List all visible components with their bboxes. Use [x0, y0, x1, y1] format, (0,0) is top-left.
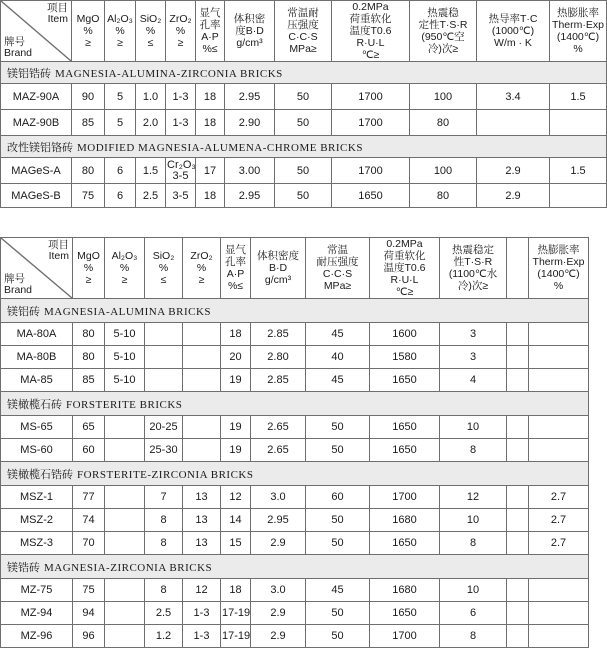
cell: 2.90 — [225, 110, 275, 136]
cell: 18 — [196, 110, 225, 136]
cell: 60 — [73, 439, 105, 462]
cell: 17-19 — [221, 602, 251, 625]
col-header-crushing-strength: 常温 耐压强度 C·C·S MPa≥ — [306, 238, 370, 299]
cell: 5-10 — [105, 369, 145, 392]
corner-header — [1, 238, 73, 299]
cell: Cr₂O₃ 3-5 — [167, 158, 196, 182]
cell: 1-3 — [183, 625, 221, 648]
cell-brand: MS-60 — [1, 439, 73, 462]
cell: 5 — [105, 110, 136, 136]
cell: 1700 — [332, 158, 410, 184]
cell: 13 — [183, 532, 221, 555]
cell: 5-10 — [105, 346, 145, 369]
table-row — [1, 439, 589, 462]
cell: 1650 — [370, 532, 440, 555]
cell: 13 — [183, 509, 221, 532]
col-header-thermal-shock: 热震稳定 性T·S·R (1100℃水 冷)次≥ — [440, 238, 507, 299]
cell — [507, 532, 529, 555]
cell: 1650 — [370, 416, 440, 439]
cell: 18 — [196, 84, 225, 110]
cell: 1650 — [370, 439, 440, 462]
cell: 50 — [306, 602, 370, 625]
cell: 45 — [306, 369, 370, 392]
section-title-en: MAGNESIA-ZIRCONIA BRICKS — [44, 561, 213, 574]
cell: 4 — [440, 369, 507, 392]
header-row — [1, 1, 607, 62]
cell: 2.65 — [251, 416, 306, 439]
cell: 2.7 — [529, 532, 589, 555]
col-header-zro2: ZrO₂ % ≥ — [183, 238, 221, 299]
cell: 1580 — [370, 346, 440, 369]
col-header-refractoriness-under-load: 0.2MPa 荷重软化 温度T0.6 R·U·L ℃≥ — [332, 1, 410, 62]
cell: 2.7 — [529, 509, 589, 532]
cell: 45 — [306, 323, 370, 346]
cell: 2.5 — [145, 602, 183, 625]
cell — [507, 369, 529, 392]
cell — [183, 369, 221, 392]
cell: 6 — [440, 602, 507, 625]
cell: 1.0 — [136, 84, 166, 110]
cell-brand: MAZ-90A — [1, 84, 72, 110]
section-title-en: FORSTERITE-ZIRCONIA BRICKS — [77, 468, 254, 481]
cell: 100 — [410, 84, 477, 110]
cell-brand: MS-65 — [1, 416, 73, 439]
cell — [550, 184, 607, 208]
cell — [507, 486, 529, 509]
cell — [105, 579, 145, 602]
cell — [529, 579, 589, 602]
cell: 2.7 — [529, 486, 589, 509]
cell: 8 — [145, 579, 183, 602]
cell — [529, 602, 589, 625]
corner-header — [1, 1, 72, 62]
table-row — [1, 532, 589, 555]
cell: 80 — [73, 323, 105, 346]
cell — [550, 110, 607, 136]
cell: 1700 — [370, 625, 440, 648]
cell: 18 — [221, 323, 251, 346]
cell: 50 — [306, 532, 370, 555]
col-header-sio2: SiO₂ % ≤ — [136, 1, 166, 62]
cell: 6 — [105, 158, 136, 184]
cell: 65 — [73, 416, 105, 439]
section-row — [1, 392, 589, 416]
section-row — [1, 462, 589, 486]
cell: 2.9 — [477, 184, 550, 208]
cell-brand: MA-85 — [1, 369, 73, 392]
cell: 1.5 — [550, 158, 607, 184]
cell-brand: MA-80B — [1, 346, 73, 369]
cell: 1600 — [370, 323, 440, 346]
cell: 50 — [275, 184, 332, 208]
section-title-cn: 改性镁铝铬砖 — [7, 141, 73, 154]
cell: 5 — [105, 84, 136, 110]
cell — [183, 346, 221, 369]
cell: 13 — [183, 486, 221, 509]
col-header-mgo: MgO % ≥ — [72, 1, 105, 62]
cell — [105, 509, 145, 532]
cell: 50 — [306, 439, 370, 462]
cell: 50 — [275, 158, 332, 184]
cell: 1700 — [332, 84, 410, 110]
col-header-thermal-conductivity: 热导率T·C (1000℃) W/m · K — [477, 1, 550, 62]
cell: 75 — [73, 579, 105, 602]
cell: 8 — [440, 439, 507, 462]
corner-brand-label: 牌号 Brand — [4, 36, 33, 59]
col-header-refractoriness-under-load: 0.2MPa 荷重软化 温度T0.6 R·U·L ℃≥ — [370, 238, 440, 299]
cell: 2.0 — [136, 110, 166, 136]
col-header-crushing-strength: 常温耐 压强度 C·C·S MPa≥ — [275, 1, 332, 62]
section-title-cn: 镁橄榄石锆砖 — [7, 468, 73, 481]
cell: 2.85 — [251, 369, 306, 392]
cell — [507, 323, 529, 346]
cell — [507, 346, 529, 369]
cell: 2.65 — [251, 439, 306, 462]
cell: 70 — [73, 532, 105, 555]
cell: 20 — [221, 346, 251, 369]
cell: 50 — [306, 416, 370, 439]
cell-brand: MZ-94 — [1, 602, 73, 625]
cell — [105, 532, 145, 555]
cell-brand: MA-80A — [1, 323, 73, 346]
cell: 8 — [440, 532, 507, 555]
cell — [529, 346, 589, 369]
cell: 1-3 — [166, 110, 196, 136]
section-title-cn: 镁锆砖 — [7, 561, 40, 574]
col-header-zro2: ZrO₂ % ≥ — [166, 1, 196, 62]
cell — [507, 579, 529, 602]
table-row — [1, 369, 589, 392]
cell: 1.2 — [145, 625, 183, 648]
cell — [183, 439, 221, 462]
col-header-al2o3: Al₂O₃ % ≥ — [105, 1, 136, 62]
cell: 75 — [72, 184, 105, 208]
cell: 19 — [221, 439, 251, 462]
cell-brand: MSZ-1 — [1, 486, 73, 509]
cell — [183, 323, 221, 346]
cell: 40 — [306, 346, 370, 369]
cell: 50 — [275, 84, 332, 110]
cell: 5-10 — [105, 323, 145, 346]
section-row — [1, 62, 607, 84]
table-magnesia-forsterite-bricks — [0, 237, 589, 648]
col-header-thermal-expansion: 热膨胀率 Therm·Exp (1400℃) % — [550, 1, 607, 62]
col-header-bulk-density: 体积密度 B·D g/cm³ — [251, 238, 306, 299]
cell: 12 — [183, 579, 221, 602]
cell: 2.95 — [251, 509, 306, 532]
cell-brand: MSZ-3 — [1, 532, 73, 555]
col-header-porosity: 显气 孔率 A·P %≤ — [221, 238, 251, 299]
cell: 50 — [306, 625, 370, 648]
cell: 85 — [73, 369, 105, 392]
table-row — [1, 323, 589, 346]
cell: 74 — [73, 509, 105, 532]
table-row — [1, 625, 589, 648]
table-row — [1, 579, 589, 602]
cell: 3 — [440, 323, 507, 346]
cell: 20-25 — [145, 416, 183, 439]
cell-brand: MAGeS-A — [1, 158, 72, 184]
corner-item-label: 项目 Item — [48, 239, 69, 262]
cell — [529, 416, 589, 439]
cell: 45 — [306, 579, 370, 602]
cell: 100 — [410, 158, 477, 184]
cell: 94 — [73, 602, 105, 625]
table-row — [1, 346, 589, 369]
cell: 2.9 — [251, 602, 306, 625]
cell — [507, 416, 529, 439]
cell — [529, 323, 589, 346]
table-row — [1, 110, 607, 136]
cell — [105, 486, 145, 509]
section-title-en: MAGNESIA-ALUMINA-ZIRCONIA BRICKS — [55, 67, 283, 80]
cell: 80 — [410, 110, 477, 136]
cell: 1700 — [370, 486, 440, 509]
cell — [183, 416, 221, 439]
cell — [105, 625, 145, 648]
cell: 19 — [221, 369, 251, 392]
cell: 18 — [221, 579, 251, 602]
cell: 60 — [306, 486, 370, 509]
cell: 85 — [72, 110, 105, 136]
cell: 1650 — [332, 184, 410, 208]
cell-brand: MAGeS-B — [1, 184, 72, 208]
cell: 1650 — [370, 369, 440, 392]
table-row — [1, 416, 589, 439]
cell: 1-3 — [183, 602, 221, 625]
cell: 10 — [440, 579, 507, 602]
table-row — [1, 158, 607, 184]
cell: 7 — [145, 486, 183, 509]
section-title-cn: 镁橄榄石砖 — [7, 398, 62, 411]
cell: 10 — [440, 416, 507, 439]
cell — [145, 369, 183, 392]
section-row — [1, 555, 589, 579]
section-title-en: FORSTERITE BRICKS — [66, 398, 183, 411]
cell: 12 — [221, 486, 251, 509]
cell: 2.85 — [251, 323, 306, 346]
cell: 17-19 — [221, 625, 251, 648]
cell: 2.9 — [251, 625, 306, 648]
cell — [507, 509, 529, 532]
cell: 96 — [73, 625, 105, 648]
cell: 17 — [196, 158, 225, 184]
cell — [529, 439, 589, 462]
cell: 80 — [73, 346, 105, 369]
cell: 3.0 — [251, 486, 306, 509]
cell: 10 — [440, 509, 507, 532]
section-row — [1, 136, 607, 158]
table-row — [1, 184, 607, 208]
cell: 3.00 — [225, 158, 275, 184]
cell: 2.9 — [477, 158, 550, 184]
cell — [105, 602, 145, 625]
cell — [529, 369, 589, 392]
cell: 6 — [105, 184, 136, 208]
cell: 8 — [145, 532, 183, 555]
cell: 8 — [145, 509, 183, 532]
section-title-en: MODIFIED MAGNESIA-ALUMENA-CHROME BRICKS — [77, 141, 363, 154]
cell: 3-5 — [166, 184, 196, 208]
section-row — [1, 299, 589, 323]
cell: 2.80 — [251, 346, 306, 369]
cell: 8 — [440, 625, 507, 648]
col-header-thermal-shock: 热震稳 定性T·S·R (950℃空 冷)次≥ — [410, 1, 477, 62]
section-title-cn: 镁铝砖 — [7, 305, 40, 318]
corner-brand-label: 牌号 Brand — [4, 273, 33, 296]
cell: 1.5 — [136, 158, 166, 184]
cell: 2.95 — [225, 184, 275, 208]
cell: 14 — [221, 509, 251, 532]
col-header-mgo: MgO % ≥ — [73, 238, 105, 299]
col-header-al2o3: Al₂O₃ % ≥ — [105, 238, 145, 299]
section-title-cn: 镁铝锆砖 — [7, 67, 51, 80]
table-row — [1, 602, 589, 625]
cell: 2.9 — [251, 532, 306, 555]
cell-brand: MSZ-2 — [1, 509, 73, 532]
cell — [507, 602, 529, 625]
cell-brand: MAZ-90B — [1, 110, 72, 136]
cell — [507, 439, 529, 462]
col-header-thermal-conductivity — [507, 238, 529, 299]
section-title-en: MAGNESIA-ALUMINA BRICKS — [44, 305, 212, 318]
cell: 3 — [440, 346, 507, 369]
table-magnesia-alumina-zirconia — [0, 0, 607, 208]
cell — [105, 416, 145, 439]
cell: 2.5 — [136, 184, 166, 208]
cell-brand: MZ-96 — [1, 625, 73, 648]
cell: 18 — [196, 184, 225, 208]
cell: 1700 — [332, 110, 410, 136]
cell — [477, 110, 550, 136]
col-header-sio2: SiO₂ % ≤ — [145, 238, 183, 299]
corner-item-label: 项目 Item — [47, 2, 68, 25]
cell: 2.95 — [225, 84, 275, 110]
cell: 3.0 — [251, 579, 306, 602]
cell: 3.4 — [477, 84, 550, 110]
cell — [105, 439, 145, 462]
cell: 12 — [440, 486, 507, 509]
cell: 25-30 — [145, 439, 183, 462]
cell — [145, 346, 183, 369]
cell: 1650 — [370, 602, 440, 625]
cell — [529, 625, 589, 648]
col-header-porosity: 显气 孔率 A·P %≤ — [196, 1, 225, 62]
col-header-bulk-density: 体积密 度B·D g/cm³ — [225, 1, 275, 62]
cell — [145, 323, 183, 346]
cell: 1680 — [370, 579, 440, 602]
cell: 80 — [410, 184, 477, 208]
cell: 19 — [221, 416, 251, 439]
table-row — [1, 509, 589, 532]
cell: 77 — [73, 486, 105, 509]
cell: 80 — [72, 158, 105, 184]
col-header-thermal-expansion: 热膨胀率 Therm·Exp (1400℃) % — [529, 238, 589, 299]
table-row — [1, 84, 607, 110]
cell: 1.5 — [550, 84, 607, 110]
cell: 90 — [72, 84, 105, 110]
cell: 50 — [306, 509, 370, 532]
table-row — [1, 486, 589, 509]
cell: 50 — [275, 110, 332, 136]
cell: 1-3 — [166, 84, 196, 110]
cell: 1680 — [370, 509, 440, 532]
cell — [507, 625, 529, 648]
cell: 15 — [221, 532, 251, 555]
header-row — [1, 238, 589, 299]
cell-brand: MZ-75 — [1, 579, 73, 602]
